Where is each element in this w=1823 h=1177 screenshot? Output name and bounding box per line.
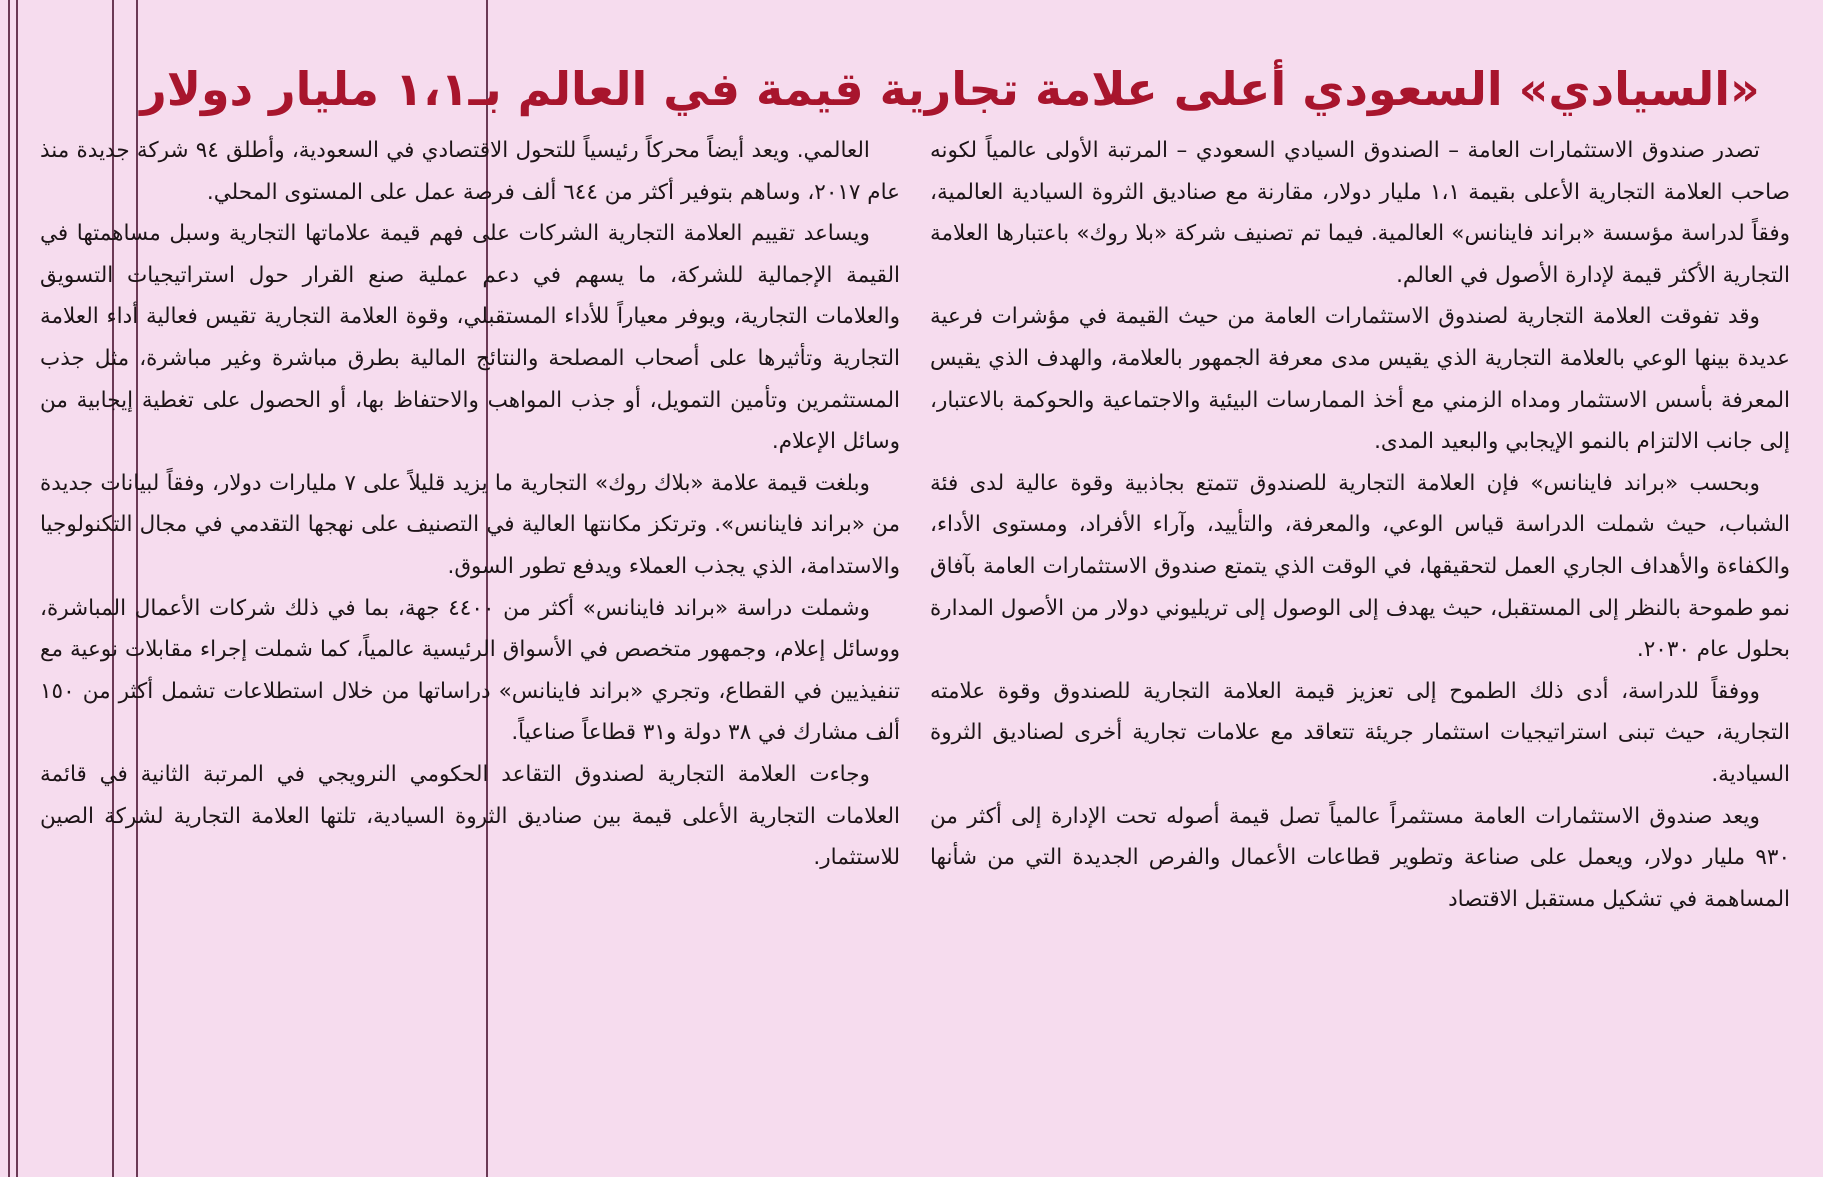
paragraph: العالمي. ويعد أيضاً محركاً رئيسياً للتحول الاقتصادي في السعودية، وأطلق ٩٤ شركة جديدة منذ عام ٢٠١٧، وساهم بتوفير أكثر من ٦٤٤ ألف فرصة عمل على المستوى المحلي. [40,138,900,205]
article-column-left [40,130,900,1160]
column-rule-left-2 [16,0,18,1177]
article-column-right [930,130,1790,1160]
paragraph: ويعد صندوق الاستثمارات العامة مستثمراً عالمياً تصل قيمة أصوله تحت الإدارة إلى أكثر من ٩٣٠ مليار دولار، ويعمل على صناعة وتطوير قطاعات الأعمال والفرص الجديدة التي من شأنها المساهمة في تشكيل مستقبل الاقتصاد [930,803,1790,912]
paragraph: وجاءت العلامة التجارية لصندوق التقاعد الحكومي النرويجي في المرتبة الثانية في قائمة العلامات التجارية الأعلى قيمة بين صناديق الثروة السيادية، تلتها العلامة التجارية لشركة الصين للاستثمار. [40,761,900,871]
paragraph: وشملت دراسة «براند فاينانس» أكثر من ٤٤٠٠ جهة، بما في ذلك شركات الأعمال المباشرة، ووسائل إعلام، وجمهور متخصص في الأسواق الرئيسية عالمياً، كما شملت إجراء مقابلات نوعية مع تنفيذيين في القطاع، وتجري «براند فاينانس» دراساتها من خلال استطلاعات تشمل أكثر من ١٥٠ ألف مشارك في ٣٨ دولة و٣١ قطاعاً صناعياً. [40,595,900,746]
paragraph: وقد تفوقت العلامة التجارية لصندوق الاستثمارات العامة من حيث القيمة في مؤشرات فرعية عديدة بينها الوعي بالعلامة التجارية الذي يقيس مدى معرفة الجمهور بالعلامة، والهدف الذي يقيس المعرفة بأسس الاستثمار ومداه الزمني مع أخذ الممارسات البيئية والاجتماعية والحوكمة بالاعتبار، إلى جانب الالتزام بالنمو الإيجابي والبعيد المدى. [930,304,1790,455]
paragraph: وبحسب «براند فاينانس» فإن العلامة التجارية للصندوق تتمتع بجاذبية وقوة عالية لدى فئة الشباب، حيث شملت الدراسة قياس الوعي، والمعرفة، والتأييد، وآراء الأفراد، ومستوى الأداء، والكفاءة والأهداف الجاري العمل لتحقيقها، في الوقت الذي يتمتع صندوق الاستثمارات العامة بآفاق نمو طموحة بالنظر إلى المستقبل، حيث يهدف إلى الوصول إلى تريليوني دولار من الأصول المدارة بحلول عام ٢٠٣٠. [930,470,1790,663]
column-rule-left [8,0,10,1177]
paragraph: ووفقاً للدراسة، أدى ذلك الطموح إلى تعزيز قيمة العلامة التجارية للصندوق وقوة علامته التجارية، حيث تبنى استراتيجيات استثمار جريئة تتعاقد مع علامات تجارية أخرى لصناديق الثروة السيادية. [930,678,1790,787]
paragraph: ويساعد تقييم العلامة التجارية الشركات على فهم قيمة علاماتها التجارية وسبل مساهمتها في القيمة الإجمالية للشركة، ما يسهم في دعم عملية صنع القرار حول استراتيجيات التسويق والعلامات التجارية، ويوفر معياراً للأداء المستقبلي، وقوة العلامة التجارية تقيس فعالية أداء العلامة التجارية وتأثيرها على أصحاب المصلحة والنتائج المالية بطرق مباشرة وغير مباشرة، مثل جذب المستثمرين وتأمين التمويل، أو جذب المواهب والاحتفاظ بها، أو الحصول على تغطية إيجابية من وسائل الإعلام. [40,221,900,455]
paragraph: وبلغت قيمة علامة «بلاك روك» التجارية ما يزيد قليلاً على ٧ مليارات دولار، وفقاً لبيانات جديدة من «براند فاينانس». وترتكز مكانتها العالية في التصنيف على نهجها التقدمي في مجال التكنولوجيا والاستدامة، الذي يجذب العملاء ويدفع تطور السوق. [40,470,900,579]
paragraph: تصدر صندوق الاستثمارات العامة – الصندوق السيادي السعودي – المرتبة الأولى عالمياً لكونه صاحب العلامة التجارية الأعلى بقيمة ١،١ مليار دولار، مقارنة مع صناديق الثروة السيادية العالمية، وفقاً لدراسة مؤسسة «براند فاينانس» العالمية. فيما تم تصنيف شركة «بلا روك» باعتبارها العلامة التجارية الأكثر قيمة لإدارة الأصول في العالم. [930,138,1790,288]
headline: «السيادي» السعودي أعلى علامة تجارية قيمة في العالم بـ١،١ مليار دولار [140,61,1760,116]
